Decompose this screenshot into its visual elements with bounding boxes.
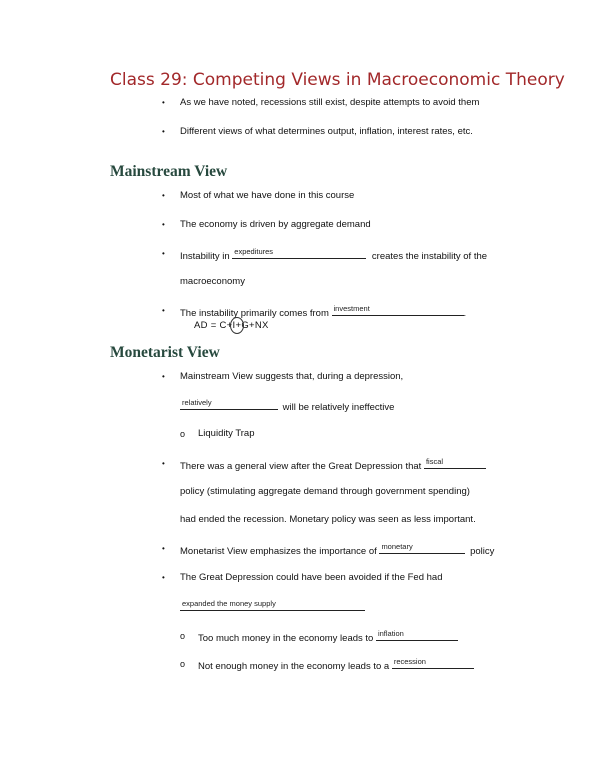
- bullet-icon: •: [162, 306, 165, 315]
- fill-blank: [232, 248, 366, 259]
- mainstream-item-2: The economy is driven by aggregate demand: [180, 219, 371, 230]
- sub-bullet-icon: o: [180, 631, 186, 641]
- fill-answer: expeditures: [234, 247, 274, 256]
- item-text: Monetarist View emphasizes the importance of: [180, 546, 377, 557]
- bullet-icon: •: [162, 372, 165, 381]
- monetarist-item-1-cont: [180, 399, 394, 414]
- mainstream-item-4: [180, 305, 466, 320]
- item-text: creates the instability of the: [371, 251, 488, 262]
- intro-item-2: Different views of what determines output, inflation, interest rates, etc.: [180, 126, 473, 137]
- monetarist-item-1: Mainstream View suggests that, during a depression,: [180, 371, 404, 382]
- section-heading-monetarist: Monetarist View: [110, 344, 220, 361]
- equation-part: +G+NX: [235, 320, 269, 331]
- item-text: .: [463, 308, 467, 319]
- bullet-icon: •: [162, 573, 165, 582]
- fill-answer: fiscal: [425, 457, 444, 466]
- item-text: will be relatively ineffective: [282, 402, 395, 413]
- fill-blank: [376, 630, 458, 641]
- fill-blank: [379, 543, 465, 554]
- bullet-icon: •: [162, 98, 165, 107]
- mainstream-item-1: Most of what we have done in this course: [180, 190, 355, 201]
- fill-answer: investment: [333, 304, 370, 313]
- fill-blank: [180, 600, 365, 611]
- equation-part: AD = C+: [194, 320, 233, 331]
- mainstream-item-3: [180, 248, 487, 263]
- fill-answer: recession: [393, 657, 426, 666]
- sub-bullet-icon: o: [180, 659, 186, 669]
- item-text: policy: [470, 546, 495, 557]
- bullet-icon: •: [162, 191, 165, 200]
- fill-answer: expanded the money supply: [182, 599, 276, 608]
- item-text: Too much money in the economy leads to: [198, 633, 374, 644]
- bullet-icon: •: [162, 459, 165, 468]
- section-heading-mainstream: Mainstream View: [110, 163, 228, 180]
- monetarist-item-4-cont: [180, 600, 365, 615]
- bullet-icon: •: [162, 249, 165, 258]
- fill-answer: monetary: [381, 542, 413, 551]
- page-title: Class 29: Competing Views in Macroeconomic Theory: [110, 70, 565, 90]
- fill-blank: [180, 399, 278, 410]
- monetarist-item-4: The Great Depression could have been avoided if the Fed had: [180, 572, 443, 583]
- bullet-icon: •: [162, 220, 165, 229]
- sub-bullet-icon: o: [180, 429, 186, 439]
- mainstream-item-3-cont: macroeconomy: [180, 276, 245, 287]
- fill-blank: [332, 305, 464, 316]
- circled-investment: I: [232, 320, 236, 331]
- monetarist-sub-item-2: [198, 630, 458, 645]
- item-text: Not enough money in the economy leads to a: [198, 661, 390, 672]
- equation: [194, 320, 269, 331]
- item-text: Instability in: [180, 251, 230, 262]
- intro-item-1: As we have noted, recessions still exist, despite attempts to avoid them: [180, 97, 480, 108]
- fill-blank: [424, 458, 486, 469]
- monetarist-item-2: [180, 458, 486, 473]
- monetarist-item-2-line-3: had ended the recession. Monetary policy was seen as less important.: [180, 514, 476, 525]
- bullet-icon: •: [162, 544, 165, 553]
- fill-blank: [392, 658, 474, 669]
- fill-answer: relatively: [182, 398, 212, 407]
- bullet-icon: •: [162, 127, 165, 136]
- monetarist-sub-item-3: [198, 658, 474, 673]
- item-text: The instability primarily comes from: [180, 308, 329, 319]
- monetarist-item-2-line-2: policy (stimulating aggregate demand through government spending): [180, 486, 470, 497]
- fill-answer: inflation: [377, 629, 404, 638]
- monetarist-item-3: [180, 543, 494, 558]
- monetarist-sub-item-1: Liquidity Trap: [198, 428, 255, 439]
- item-text: There was a general view after the Great Depression that: [180, 461, 422, 472]
